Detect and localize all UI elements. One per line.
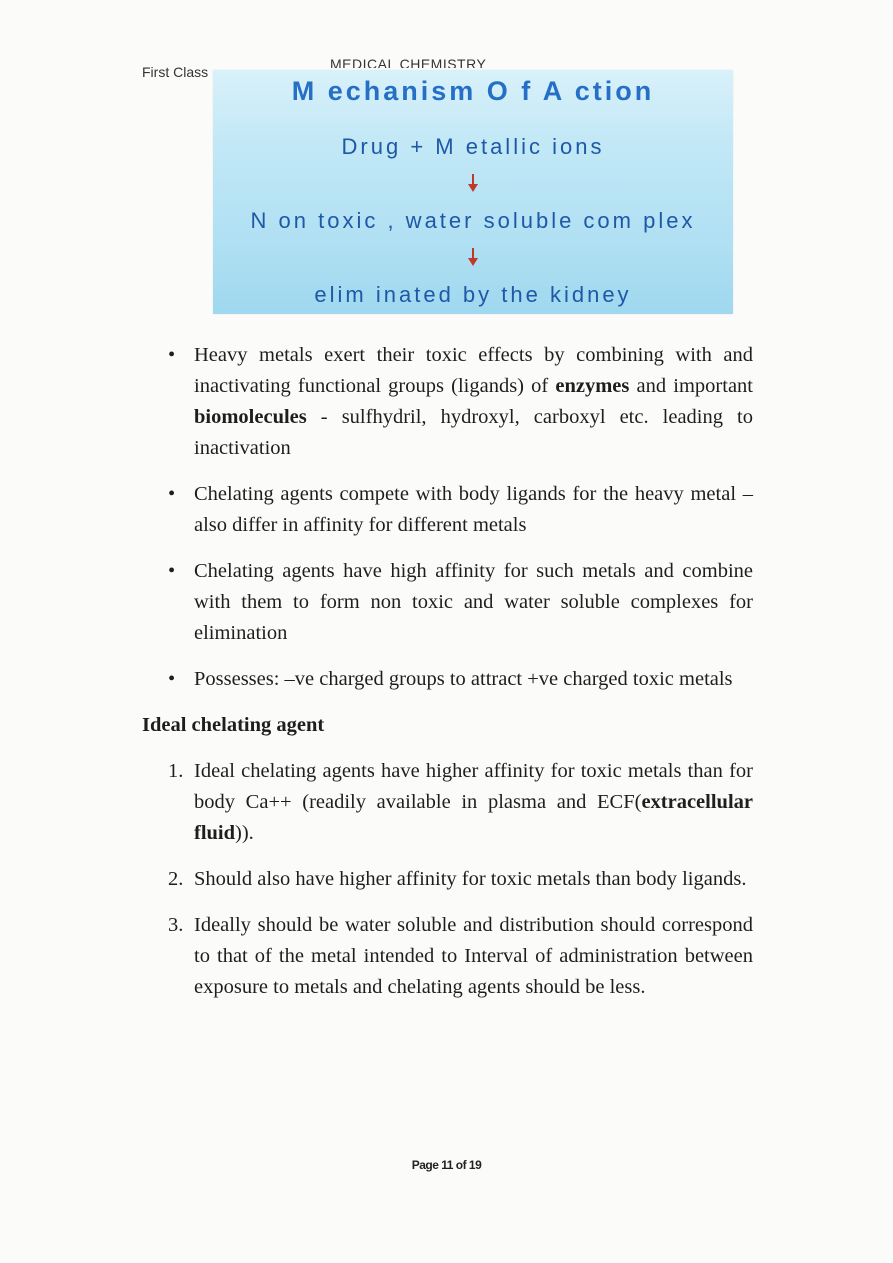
header-title: MEDICAL CHEMISTRY bbox=[330, 56, 487, 68]
mechanism-slide-image bbox=[213, 70, 733, 314]
item-number: 1. bbox=[168, 760, 184, 782]
bullet-item bbox=[142, 556, 753, 649]
text-run: Possesses: –ve charged groups to attract +ve charged toxic metals bbox=[194, 668, 733, 690]
page-number: Page 11 of 19 bbox=[411, 1158, 482, 1172]
bullet-item bbox=[142, 340, 753, 464]
page-content bbox=[142, 340, 753, 1018]
bullet-item bbox=[142, 664, 753, 695]
down-arrow-icon bbox=[213, 172, 733, 196]
slide-line-drug: Drug + M etallic ions bbox=[341, 134, 605, 159]
header-left: First Class bbox=[142, 64, 209, 80]
bold-term: enzymes bbox=[555, 375, 630, 397]
item-number: 3. bbox=[168, 914, 184, 936]
slide-line-eliminated: elim inated by the kidney bbox=[314, 282, 632, 307]
numbered-list bbox=[142, 756, 753, 1003]
bold-term: biomolecules bbox=[194, 406, 307, 428]
text-run: )). bbox=[235, 822, 254, 844]
slide-title: M echanism O f A ction bbox=[291, 76, 655, 106]
bullet-marker: • bbox=[168, 344, 176, 366]
numbered-item bbox=[142, 864, 753, 895]
text-run: Ideally should be water soluble and distribution should correspond to that of the metal intended to Interval of administration between exposure to metals and chelating agents should be less. bbox=[194, 914, 753, 998]
bullet-marker: • bbox=[168, 483, 176, 505]
bullet-marker: • bbox=[168, 560, 176, 582]
text-run: Heavy metals exert their toxic effects by combining with and inactivating functional groups (ligands) of bbox=[194, 344, 753, 397]
item-number: 2. bbox=[168, 868, 184, 890]
bullet-list bbox=[142, 340, 753, 695]
bold-term: extracellular fluid bbox=[194, 791, 753, 844]
numbered-item bbox=[142, 910, 753, 1003]
bullet-item bbox=[142, 479, 753, 541]
text-run: - sulfhydril, hydroxyl, carboxyl etc. leading to inactivation bbox=[194, 406, 753, 459]
text-run: Chelating agents have high affinity for such metals and combine with them to form non toxic and water soluble complexes for elimination bbox=[194, 560, 753, 644]
text-run: Should also have higher affinity for toxic metals than body ligands. bbox=[194, 868, 747, 890]
down-arrow-icon bbox=[213, 246, 733, 270]
text-run: Chelating agents compete with body ligands for the heavy metal – also differ in affinity for different metals bbox=[194, 483, 753, 536]
slide-line-complex: N on toxic , water soluble com plex bbox=[250, 208, 696, 233]
bullet-marker: • bbox=[168, 668, 176, 690]
text-run: Ideal chelating agents have higher affinity for toxic metals than for body Ca++ (readily available in plasma and ECF( bbox=[194, 760, 753, 813]
section-title: Ideal chelating agent bbox=[142, 714, 325, 736]
text-run: and important bbox=[629, 375, 753, 397]
numbered-item bbox=[142, 756, 753, 849]
